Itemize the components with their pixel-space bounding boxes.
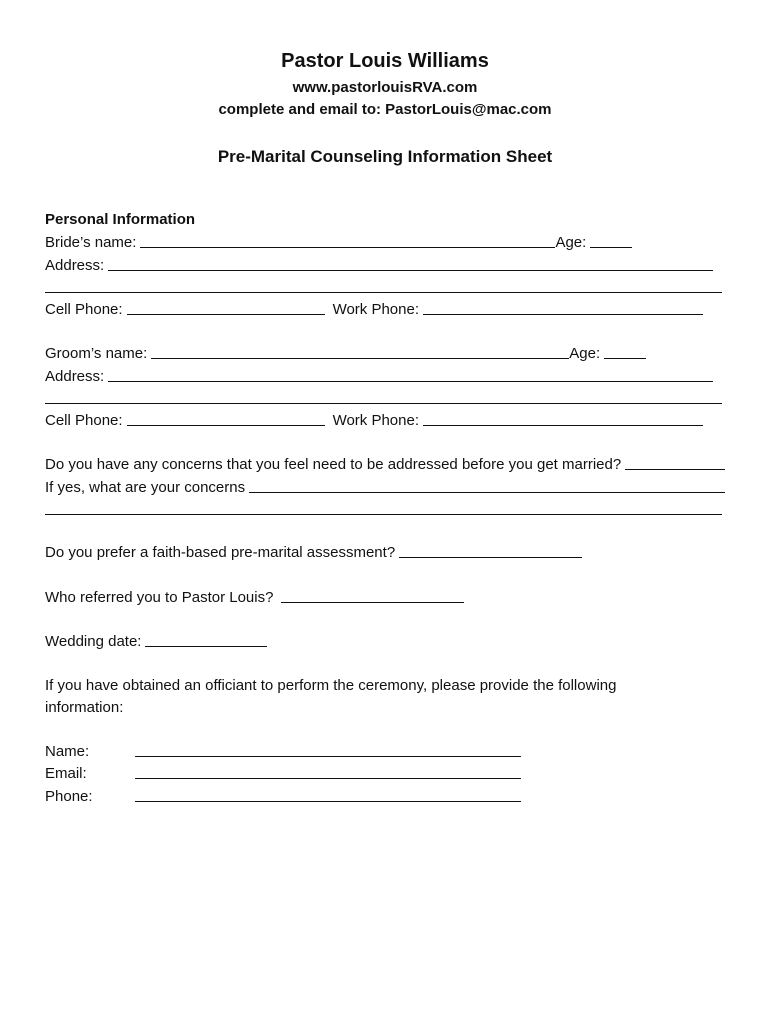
pastor-name: Pastor Louis Williams [281, 50, 489, 72]
wedding-date-label: Wedding date: [45, 633, 142, 650]
groom-name-field[interactable] [151, 342, 569, 359]
officiant-intro-row [45, 672, 725, 694]
bride-address-row [45, 252, 725, 274]
concerns-row [45, 451, 725, 473]
faith-based-question: Do you prefer a faith-based pre-marital assessment? [45, 544, 396, 561]
groom-cell-phone-field[interactable] [127, 409, 325, 426]
officiant-email-field[interactable] [135, 762, 521, 779]
officiant-email-label: Email: [45, 765, 87, 782]
groom-age-field[interactable] [604, 342, 646, 359]
faith-based-answer-field[interactable] [399, 541, 582, 558]
wedding-date-row [45, 628, 725, 650]
email-instruction: complete and email to: PastorLouis@mac.com [218, 101, 552, 118]
groom-work-phone-label: Work Phone: [332, 412, 419, 429]
groom-phone-row [45, 407, 725, 429]
groom-address-row [45, 363, 725, 385]
bride-age-field[interactable] [590, 231, 632, 248]
referred-row [45, 584, 725, 606]
wedding-date-field[interactable] [145, 630, 267, 647]
groom-address-field-line2[interactable] [45, 403, 722, 404]
groom-name-label: Groom’s name: [45, 345, 148, 362]
officiant-phone-field[interactable] [135, 785, 521, 802]
bride-address-label: Address: [45, 257, 105, 274]
officiant-phone-label: Phone: [45, 788, 93, 805]
bride-address-field-line2[interactable] [45, 292, 722, 293]
concerns-question: Do you have any concerns that you feel need to be addressed before you get married? [45, 456, 622, 473]
groom-address-field[interactable] [108, 365, 713, 382]
groom-age-label: Age: [569, 345, 601, 362]
officiant-name-label: Name: [45, 743, 90, 760]
officiant-name-row [45, 738, 725, 760]
bride-name-row [45, 229, 725, 251]
concerns-followup-question: If yes, what are your concerns [45, 479, 246, 496]
bride-cell-phone-label: Cell Phone: [45, 301, 123, 318]
groom-work-phone-field[interactable] [423, 409, 703, 426]
referred-question: Who referred you to Pastor Louis? [45, 589, 274, 606]
concerns-followup-row [45, 474, 725, 496]
bride-address-field[interactable] [108, 254, 713, 271]
referred-answer-field[interactable] [281, 586, 464, 603]
faith-based-row [45, 539, 725, 561]
officiant-phone-row [45, 783, 725, 805]
officiant-intro-text-2: information: [45, 699, 124, 716]
section-title-personal: Personal Information [45, 211, 196, 228]
bride-name-field[interactable] [140, 231, 555, 248]
bride-work-phone-label: Work Phone: [332, 301, 419, 318]
bride-phone-row [45, 296, 725, 318]
officiant-name-field[interactable] [135, 740, 521, 757]
concerns-answer-field[interactable] [625, 453, 725, 470]
bride-cell-phone-field[interactable] [127, 298, 325, 315]
website-link[interactable]: www.pastorlouisRVA.com [292, 79, 478, 96]
bride-work-phone-field[interactable] [423, 298, 703, 315]
groom-address-label: Address: [45, 368, 105, 385]
groom-cell-phone-label: Cell Phone: [45, 412, 123, 429]
concerns-details-field-line2[interactable] [45, 514, 722, 515]
officiant-intro-text: If you have obtained an officiant to perform the ceremony, please provide the following [45, 677, 617, 694]
form-title: Pre-Marital Counseling Information Sheet [217, 147, 553, 166]
bride-name-label: Bride’s name: [45, 234, 137, 251]
officiant-intro-row-2 [45, 694, 725, 716]
concerns-details-field[interactable] [249, 476, 725, 493]
groom-name-row [45, 340, 725, 362]
bride-age-label: Age: [555, 234, 587, 251]
section-heading-row [45, 206, 725, 228]
officiant-email-row [45, 760, 725, 782]
